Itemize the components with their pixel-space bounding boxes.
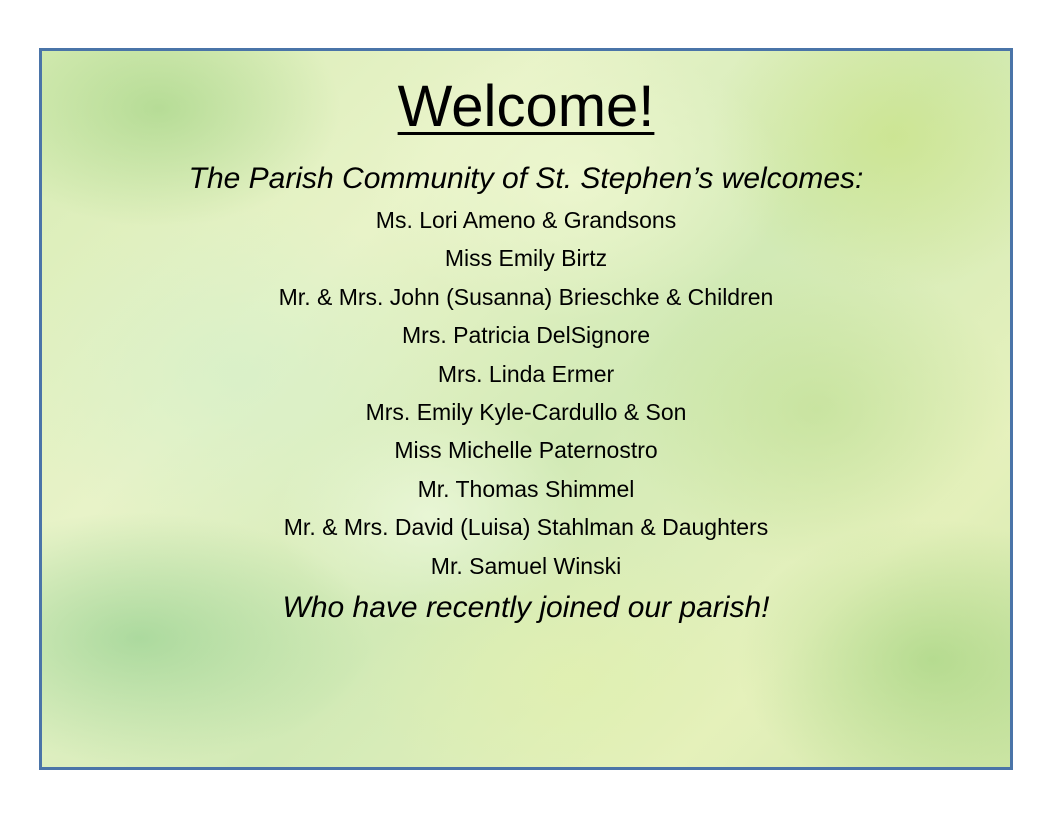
list-item: Mrs. Patricia DelSignore — [402, 322, 650, 349]
card-content — [42, 51, 1010, 629]
new-members-list — [42, 201, 1010, 585]
welcome-title: Welcome! — [397, 74, 655, 139]
list-item: Ms. Lori Ameno & Grandsons — [375, 207, 677, 233]
list-item: Mr. Thomas Shimmel — [417, 475, 635, 502]
list-item: Miss Emily Birtz — [444, 245, 608, 272]
list-item: Mr. & Mrs. John (Susanna) Brieschke & Children — [278, 283, 774, 310]
list-item: Mr. Samuel Winski — [430, 552, 622, 579]
welcome-card — [39, 48, 1013, 770]
list-item: Miss Michelle Paternostro — [394, 437, 658, 464]
list-item: Mrs. Linda Ermer — [437, 360, 615, 387]
list-item: Mrs. Emily Kyle-Cardullo & Son — [365, 399, 687, 426]
list-item: Mr. & Mrs. David (Luisa) Stahlman & Daughters — [283, 514, 769, 541]
intro-text: The Parish Community of St. Stephen’s welcomes: — [188, 162, 864, 195]
closing-text: Who have recently joined our parish! — [282, 591, 770, 625]
